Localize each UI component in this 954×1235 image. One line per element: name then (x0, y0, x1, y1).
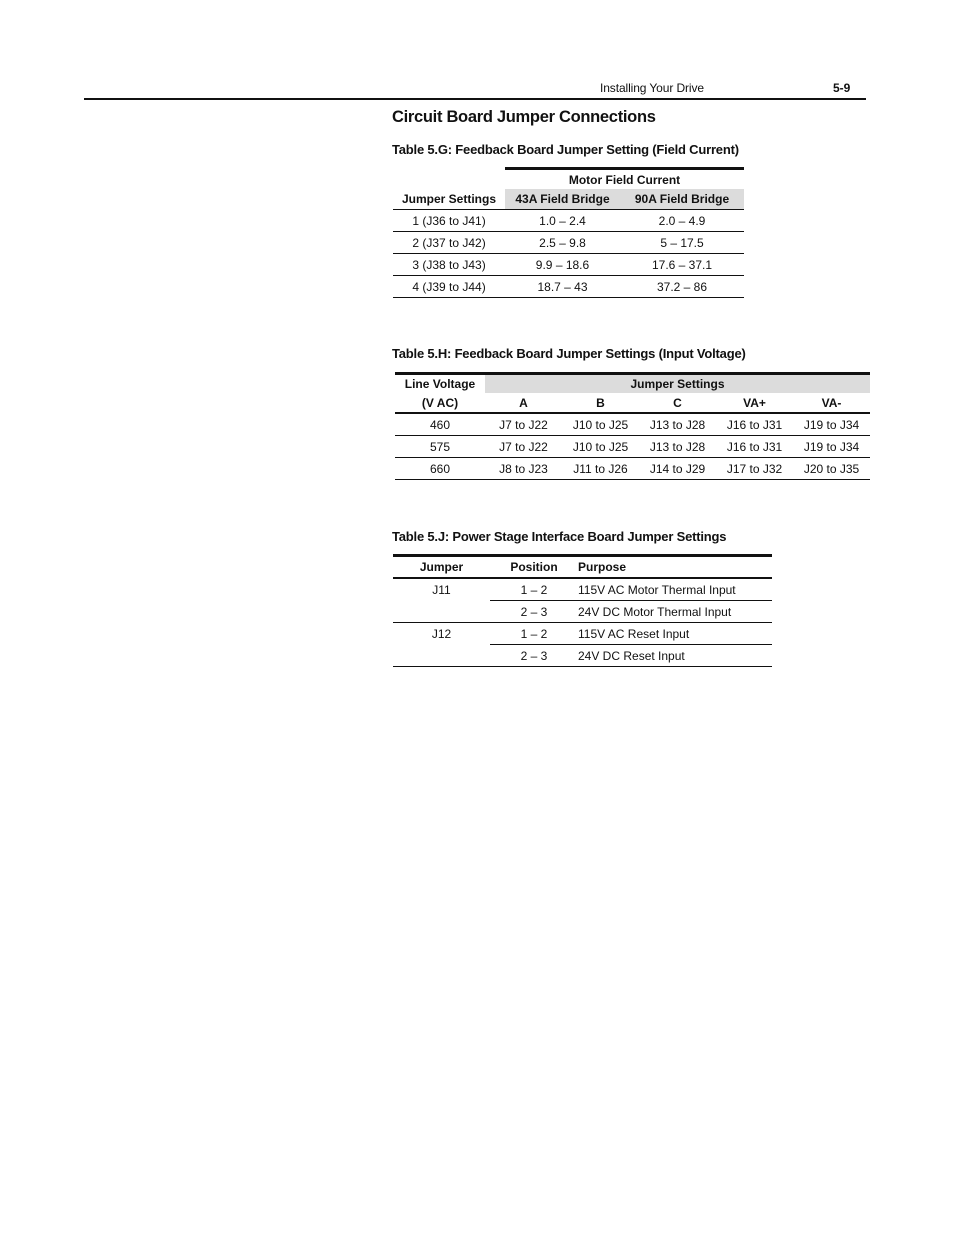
table-cell: 115V AC Reset Input (578, 623, 772, 645)
table-cell: 5 – 17.5 (620, 232, 744, 254)
table-cell (393, 645, 490, 667)
table-g (393, 167, 744, 298)
table-g-group-header-row (393, 169, 744, 190)
table-cell (393, 601, 490, 623)
table-cell: 660 (395, 458, 485, 480)
table-cell: 2.5 – 9.8 (505, 232, 620, 254)
table-h (395, 372, 870, 480)
table-cell: J14 to J29 (639, 458, 716, 480)
table-cell: 2 – 3 (490, 645, 578, 667)
table-cell: 575 (395, 436, 485, 458)
table-row (393, 276, 744, 298)
table-row (393, 232, 744, 254)
table-row (395, 413, 870, 436)
table-j-header-purpose: Purpose (578, 556, 772, 579)
table-h-caption: Table 5.H: Feedback Board Jumper Settings (Input Voltage) (392, 346, 746, 361)
table-cell: J13 to J28 (639, 413, 716, 436)
table-cell: 4 (J39 to J44) (393, 276, 505, 298)
table-cell: 3 (J38 to J43) (393, 254, 505, 276)
table-h-header-a: A (485, 393, 562, 413)
table-g-empty-cell (393, 169, 505, 190)
table-cell: 1 (J36 to J41) (393, 210, 505, 232)
table-g-header-row (393, 189, 744, 210)
table-g-header-90a: 90A Field Bridge (620, 189, 744, 210)
section-title: Circuit Board Jumper Connections (392, 108, 656, 126)
table-cell: J11 to J26 (562, 458, 639, 480)
table-cell: J19 to J34 (793, 413, 870, 436)
table-cell: 460 (395, 413, 485, 436)
table-g-group-header: Motor Field Current (505, 169, 744, 190)
table-cell: 24V DC Reset Input (578, 645, 772, 667)
table-cell: J10 to J25 (562, 436, 639, 458)
table-cell: J12 (431, 626, 452, 641)
table-h-header-row (395, 393, 870, 413)
table-row (393, 623, 772, 645)
table-h-group-header-row (395, 374, 870, 394)
header-rule (84, 98, 866, 100)
table-h-header-c: C (639, 393, 716, 413)
table-h-header-va-minus: VA- (793, 393, 870, 413)
table-cell: J17 to J32 (716, 458, 793, 480)
table-cell: J8 to J23 (485, 458, 562, 480)
table-j-header-position: Position (490, 556, 578, 579)
table-j-header-jumper: Jumper (393, 556, 490, 579)
table-j-caption: Table 5.J: Power Stage Interface Board Jumper Settings (392, 529, 727, 544)
table-g-caption: Table 5.G: Feedback Board Jumper Setting (Field Current) (392, 142, 739, 157)
table-cell: 2.0 – 4.9 (620, 210, 744, 232)
table-cell: J11 (432, 582, 451, 597)
page-number: 5-9 (833, 81, 851, 95)
table-row (395, 458, 870, 480)
table-h-header-line-voltage: Line Voltage (395, 374, 485, 394)
table-j-header-row (393, 556, 772, 579)
table-cell: J10 to J25 (562, 413, 639, 436)
table-cell: J16 to J31 (716, 413, 793, 436)
table-cell: 24V DC Motor Thermal Input (578, 601, 772, 623)
table-row (393, 645, 772, 667)
table-cell: J19 to J34 (793, 436, 870, 458)
table-h-header-b: B (562, 393, 639, 413)
running-header: Installing Your Drive (600, 81, 704, 95)
table-cell: 2 (J37 to J42) (393, 232, 505, 254)
table-cell: 2 – 3 (490, 601, 578, 623)
table-row (393, 601, 772, 623)
table-j (393, 554, 772, 667)
table-cell: 1 – 2 (490, 578, 578, 601)
table-cell: 1.0 – 2.4 (505, 210, 620, 232)
table-h-header-va-plus: VA+ (716, 393, 793, 413)
table-row (393, 578, 772, 601)
table-cell: 17.6 – 37.1 (620, 254, 744, 276)
table-cell: 18.7 – 43 (505, 276, 620, 298)
table-cell: 115V AC Motor Thermal Input (578, 578, 772, 601)
table-row (393, 254, 744, 276)
table-h-group-header: Jumper Settings (485, 374, 870, 394)
table-cell: J13 to J28 (639, 436, 716, 458)
table-cell: J20 to J35 (793, 458, 870, 480)
table-cell: 37.2 – 86 (620, 276, 744, 298)
table-cell: 9.9 – 18.6 (505, 254, 620, 276)
table-row (393, 210, 744, 232)
table-g-header-43a: 43A Field Bridge (505, 189, 620, 210)
table-h-header-unit: (V AC) (395, 393, 485, 413)
table-cell: J16 to J31 (716, 436, 793, 458)
table-row (395, 436, 870, 458)
table-g-header-jumper: Jumper Settings (393, 189, 505, 210)
table-cell: J7 to J22 (485, 436, 562, 458)
table-cell: J7 to J22 (485, 413, 562, 436)
table-cell: 1 – 2 (490, 623, 578, 645)
